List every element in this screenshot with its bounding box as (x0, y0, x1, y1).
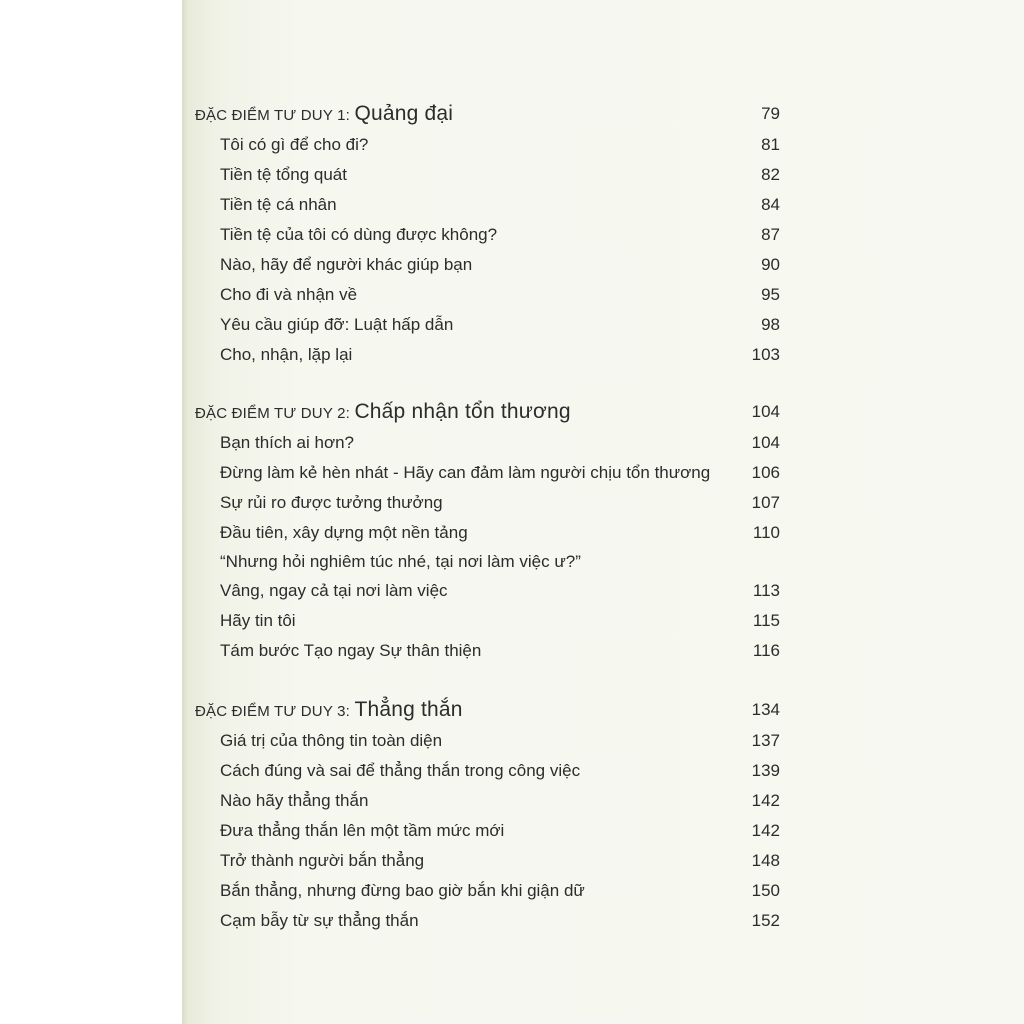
toc-section-2 (0, 396, 1024, 666)
entry-title: Đưa thẳng thắn lên một tầm mức mới (220, 821, 505, 840)
toc-entry (0, 726, 1024, 756)
section-page-number: 134 (751, 700, 780, 719)
entry-title: Tám bước Tạo ngay Sự thân thiện (220, 641, 482, 660)
section-prefix: ĐẶC ĐIỂM TƯ DUY 2: (195, 405, 351, 422)
entry-page-number: 139 (751, 761, 780, 780)
entry-title: Đầu tiên, xây dựng một nền tảng (220, 523, 468, 542)
toc-entry (0, 576, 1024, 606)
toc-entry (0, 786, 1024, 816)
entry-title: Cạm bẫy từ sự thẳng thắn (220, 911, 419, 930)
toc-entry (0, 458, 1024, 488)
entry-page-number: 82 (761, 165, 780, 184)
toc-entry (0, 428, 1024, 458)
entry-page-number: 98 (761, 315, 780, 334)
toc-entry (0, 488, 1024, 518)
entry-page-number: 110 (752, 523, 780, 542)
entry-title: Cho đi và nhận về (220, 285, 358, 304)
toc-entry (0, 636, 1024, 666)
entry-title: “Nhưng hỏi nghiêm túc nhé, tại nơi làm việc ư?” (220, 552, 581, 571)
entry-page-number: 148 (751, 851, 780, 870)
entry-page-number: 113 (752, 581, 780, 600)
entry-title: Hãy tin tôi (220, 611, 296, 630)
toc-entry (0, 756, 1024, 786)
toc-entry (0, 876, 1024, 906)
entry-page-number: 104 (751, 433, 780, 452)
toc-entry (0, 846, 1024, 876)
entry-page-number: 116 (752, 641, 780, 660)
entry-title: Tiền tệ tổng quát (220, 165, 347, 184)
entry-title: Nào hãy thẳng thắn (220, 791, 369, 810)
entry-title: Cho, nhận, lặp lại (220, 345, 353, 364)
entry-page-number: 107 (751, 493, 780, 512)
entry-page-number: 115 (752, 611, 780, 630)
toc-entry (0, 906, 1024, 936)
entry-title: Tiền tệ của tôi có dùng được không? (220, 225, 498, 244)
entry-title: Yêu cầu giúp đỡ: Luật hấp dẫn (220, 315, 454, 334)
entry-title: Giá trị của thông tin toàn diện (220, 731, 443, 750)
entry-page-number: 90 (761, 255, 780, 274)
toc-entry (0, 310, 1024, 340)
toc-entry (0, 250, 1024, 280)
section-heading (0, 396, 1024, 428)
entry-title: Vâng, ngay cả tại nơi làm việc (220, 581, 448, 600)
entry-page-number: 106 (751, 463, 780, 482)
entry-page-number: 152 (751, 911, 780, 930)
toc-entry (0, 548, 1024, 576)
toc-entry (0, 340, 1024, 370)
entry-title: Tôi có gì để cho đi? (220, 135, 369, 154)
entry-page-number: 150 (751, 881, 780, 900)
section-prefix: ĐẶC ĐIỂM TƯ DUY 1: (195, 107, 351, 124)
section-title: Quảng đại (354, 102, 454, 125)
section-prefix: ĐẶC ĐIỂM TƯ DUY 3: (195, 703, 351, 720)
section-page-number: 79 (761, 104, 780, 123)
toc-entry (0, 280, 1024, 310)
entry-page-number: 142 (751, 821, 780, 840)
toc-entry (0, 606, 1024, 636)
toc-entry (0, 220, 1024, 250)
section-title: Chấp nhận tổn thương (354, 400, 571, 423)
entry-page-number: 84 (761, 195, 780, 214)
entry-title: Cách đúng và sai để thẳng thắn trong công việc (220, 761, 581, 780)
toc-entry (0, 816, 1024, 846)
entry-title: Đừng làm kẻ hèn nhát - Hãy can đảm làm người chịu tổn thương (220, 463, 711, 482)
toc-entry (0, 518, 1024, 548)
entry-page-number: 95 (761, 285, 780, 304)
toc-entry (0, 190, 1024, 220)
entry-page-number: 142 (751, 791, 780, 810)
entry-title: Bạn thích ai hơn? (220, 433, 355, 452)
toc-section-3 (0, 694, 1024, 936)
entry-title: Bắn thẳng, nhưng đừng bao giờ bắn khi giận dữ (220, 881, 585, 900)
section-page-number: 104 (751, 402, 780, 421)
entry-page-number: 103 (751, 345, 780, 364)
entry-title: Sự rủi ro được tưởng thưởng (220, 493, 443, 512)
section-heading (0, 694, 1024, 726)
entry-title: Tiền tệ cá nhân (220, 195, 337, 214)
toc-section-1 (0, 98, 1024, 370)
entry-page-number: 137 (751, 731, 780, 750)
section-title: Thẳng thắn (354, 698, 463, 721)
entry-title: Nào, hãy để người khác giúp bạn (220, 255, 473, 274)
toc-entry (0, 130, 1024, 160)
entry-page-number: 87 (761, 225, 780, 244)
entry-page-number: 81 (761, 135, 780, 154)
entry-title: Trở thành người bắn thẳng (220, 851, 425, 870)
section-heading (0, 98, 1024, 130)
toc-entry (0, 160, 1024, 190)
